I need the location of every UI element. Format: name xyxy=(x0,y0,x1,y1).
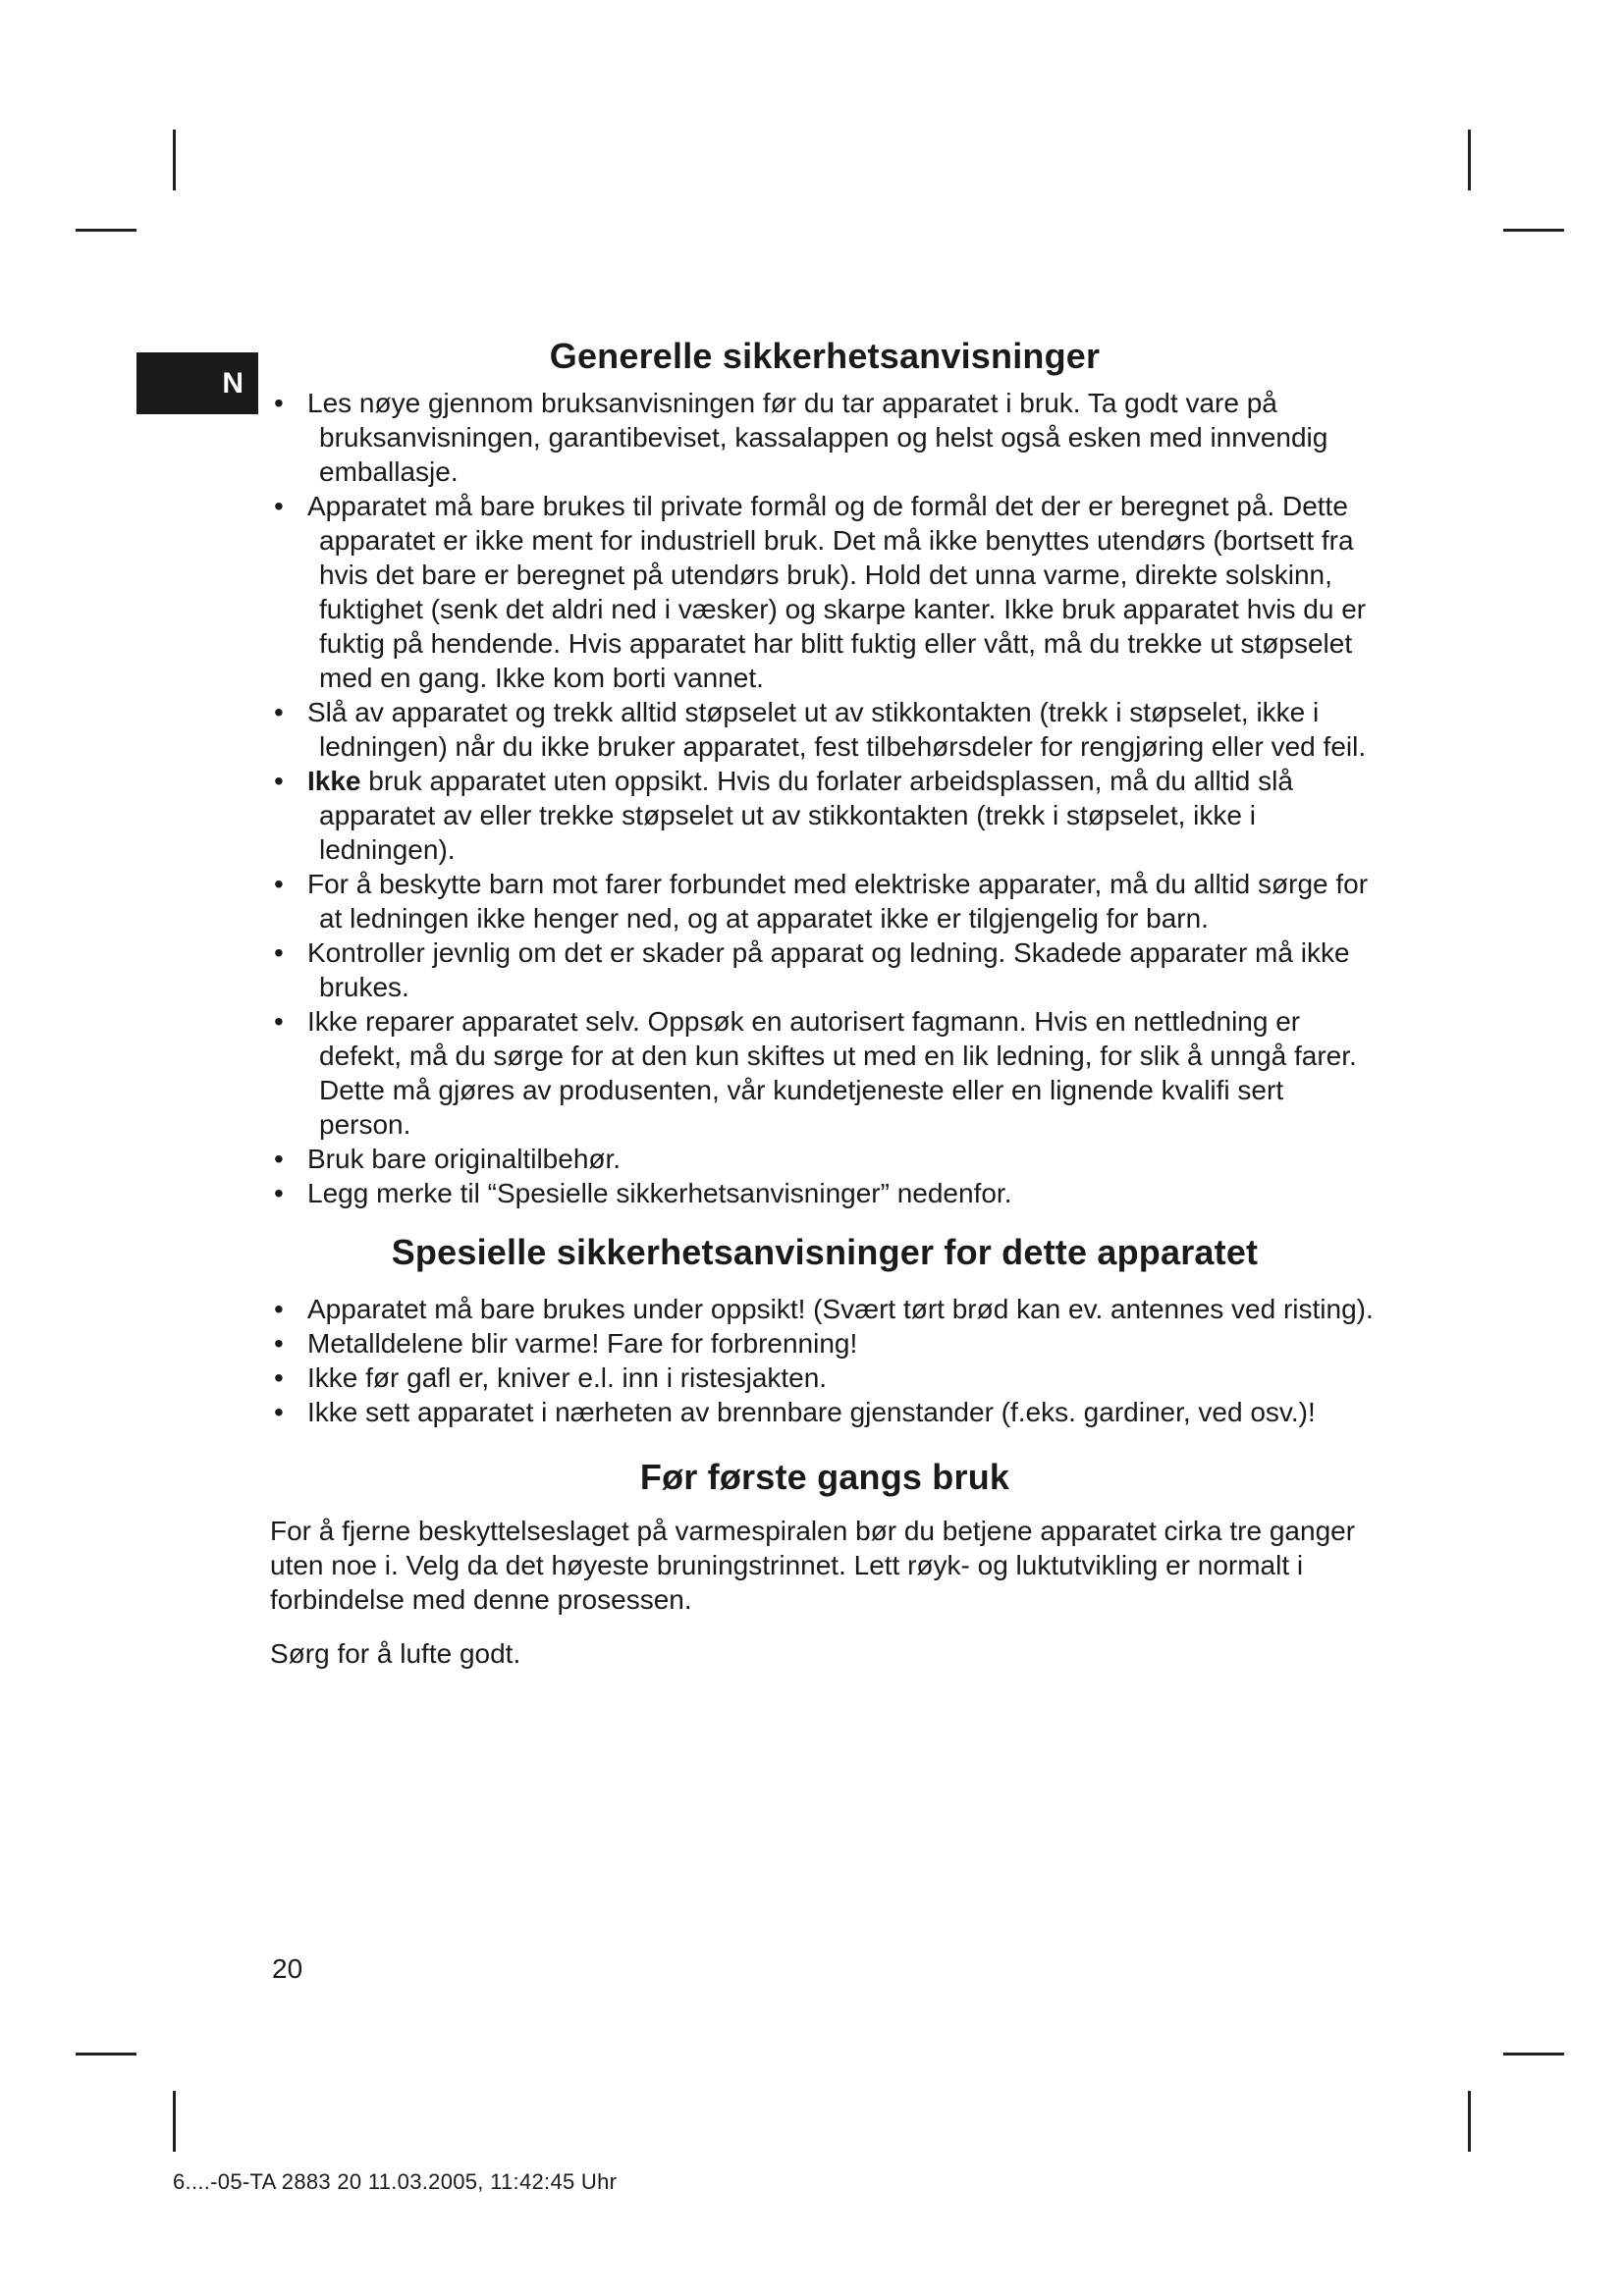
list-item-text xyxy=(307,695,1380,764)
first-use-paragraph: For å fjerne beskyttelseslaget på varmespiralen bør du betjene apparatet cirka tre ganger uten noe i. Velg da det høyeste bruningstrinnet. Lett røyk- og luktutvikling er normalt i forbindelse med denne prosessen. xyxy=(270,1516,1356,1616)
list-item xyxy=(270,1292,1380,1326)
list-item-body: Kontroller jevnlig om det er skader på apparat og ledning. Skadede apparater må ikke brukes. xyxy=(307,936,1350,1002)
list-item-body: Legg merke til “Spesielle sikkerhetsanvisninger” nedenfor. xyxy=(307,1177,1012,1208)
list-item-body: Les nøye gjennom bruksanvisningen før du tar apparatet i bruk. Ta godt vare på bruksanvisningen, garantibeviset, kassalappen og helst også esken med innvendig emballasje. xyxy=(307,387,1328,487)
list-item-body: Ikke før gafl er, kniver e.l. inn i ristesjakten. xyxy=(307,1362,828,1393)
emphasis: Ikke xyxy=(307,765,361,796)
special-safety-list xyxy=(270,1292,1380,1429)
page-content xyxy=(270,334,1380,1671)
crop-mark-bottom-right-horizontal xyxy=(1503,2053,1564,2056)
list-item-body: Metalldelene blir varme! Fare for forbrenning! xyxy=(307,1327,858,1359)
list-item-text xyxy=(307,1142,1380,1176)
bullet-icon: • xyxy=(274,936,284,968)
first-use-ventilation-note: Sørg for å lufte godt. xyxy=(270,1638,521,1670)
list-item xyxy=(270,764,1380,867)
list-item-text xyxy=(307,935,1380,1004)
section-title-first-use: Før første gangs bruk xyxy=(639,1456,1010,1497)
list-item xyxy=(270,1326,1380,1361)
bullet-icon: • xyxy=(274,1396,284,1427)
list-item-text xyxy=(307,1361,1380,1395)
list-item xyxy=(270,1176,1380,1210)
list-item xyxy=(270,1395,1380,1429)
bullet-icon: • xyxy=(274,490,284,521)
list-item-body: Bruk bare originaltilbehør. xyxy=(307,1143,622,1174)
list-item xyxy=(270,386,1380,489)
crop-mark-bottom-left-vertical xyxy=(173,2091,176,2152)
list-item-text xyxy=(307,1395,1380,1429)
list-item-text xyxy=(307,386,1380,489)
list-item-text xyxy=(307,1176,1380,1210)
list-item-body: Ikke sett apparatet i nærheten av brennbare gjenstander (f.eks. gardiner, ved osv.)! xyxy=(307,1396,1316,1427)
list-item-body: For å beskytte barn mot farer forbundet med elektriske apparater, må du alltid sørge for at ledningen ikke henger ned, og at apparatet ikke er tilgjengelig for barn. xyxy=(307,868,1369,934)
list-item-text xyxy=(307,1004,1380,1142)
list-item xyxy=(270,1361,1380,1395)
list-item-text xyxy=(307,1326,1380,1361)
list-item xyxy=(270,1004,1380,1142)
list-item-text xyxy=(307,867,1380,935)
bullet-icon: • xyxy=(274,1362,284,1393)
list-item-text xyxy=(307,764,1380,867)
bullet-icon: • xyxy=(274,1327,284,1359)
list-item xyxy=(270,695,1380,764)
list-item-body: bruk apparatet uten oppsikt. Hvis du forlater arbeidsplassen, må du alltid slå apparatet av eller trekke støpselet ut av stikkontakten (trekk i støpselet, ikke i ledningen). xyxy=(319,765,1293,865)
print-footer: 6....-05-TA 2883 20 11.03.2005, 11:42:45 Uhr xyxy=(173,2169,618,2194)
list-item-body: Apparatet må bare brukes til private formål og de formål det der er beregnet på. Dette apparatet er ikke ment for industriell bruk. Det må ikke benyttes utendørs (bortsett fra hvis det bare er beregnet på utendørs bruk). Hold det unna varme, direkte solskinn, fuktighet (senk det aldri ned i væsker) og skarpe kanter. Ikke bruk apparatet hvis du er fuktig på hendende. Hvis apparatet har blitt fuktig eller vått, må du trekke ut støpselet med en gang. Ikke kom borti vannet. xyxy=(307,490,1367,693)
list-item xyxy=(270,935,1380,1004)
bullet-icon: • xyxy=(274,1143,284,1174)
crop-mark-top-right-horizontal xyxy=(1503,229,1564,232)
bullet-icon: • xyxy=(274,696,284,727)
general-safety-list xyxy=(270,386,1380,1210)
list-item-body: Slå av apparatet og trekk alltid støpselet ut av stikkontakten (trekk i støpselet, ikke i ledningen) når du ikke bruker apparatet, fest tilbehørsdeler for rengjøring eller ved feil. xyxy=(307,696,1367,762)
list-item-body: Apparatet må bare brukes under oppsikt! (Svært tørt brød kan ev. antennes ved risting). xyxy=(307,1293,1374,1324)
page-number: 20 xyxy=(272,1953,303,1984)
bullet-icon: • xyxy=(274,1293,284,1324)
list-item xyxy=(270,489,1380,695)
bullet-icon: • xyxy=(274,1177,284,1208)
crop-mark-top-left-horizontal xyxy=(76,229,136,232)
crop-mark-top-left-vertical xyxy=(173,130,176,190)
crop-mark-bottom-right-vertical xyxy=(1468,2091,1471,2152)
section-title-general: Generelle sikkerhetsanvisninger xyxy=(549,336,1101,376)
bullet-icon: • xyxy=(274,387,284,418)
crop-mark-top-right-vertical xyxy=(1468,130,1471,190)
section-title-special: Spesielle sikkerhetsanvisninger for dette apparatet xyxy=(391,1231,1259,1272)
language-tab: N xyxy=(136,352,258,414)
list-item xyxy=(270,1142,1380,1176)
list-item-text xyxy=(307,489,1380,695)
bullet-icon: • xyxy=(274,1005,284,1037)
list-item-text xyxy=(307,1292,1380,1326)
crop-mark-bottom-left-horizontal xyxy=(76,2053,136,2056)
bullet-icon: • xyxy=(274,868,284,899)
list-item xyxy=(270,867,1380,935)
bullet-icon: • xyxy=(274,765,284,796)
list-item-body: Ikke reparer apparatet selv. Oppsøk en autorisert fagmann. Hvis en nettledning er defekt, må du sørge for at den kun skiftes ut med en lik ledning, for slik å unngå farer. Dette må gjøres av produsenten, vår kundetjeneste eller en lignende kvalifi sert person. xyxy=(307,1005,1357,1140)
